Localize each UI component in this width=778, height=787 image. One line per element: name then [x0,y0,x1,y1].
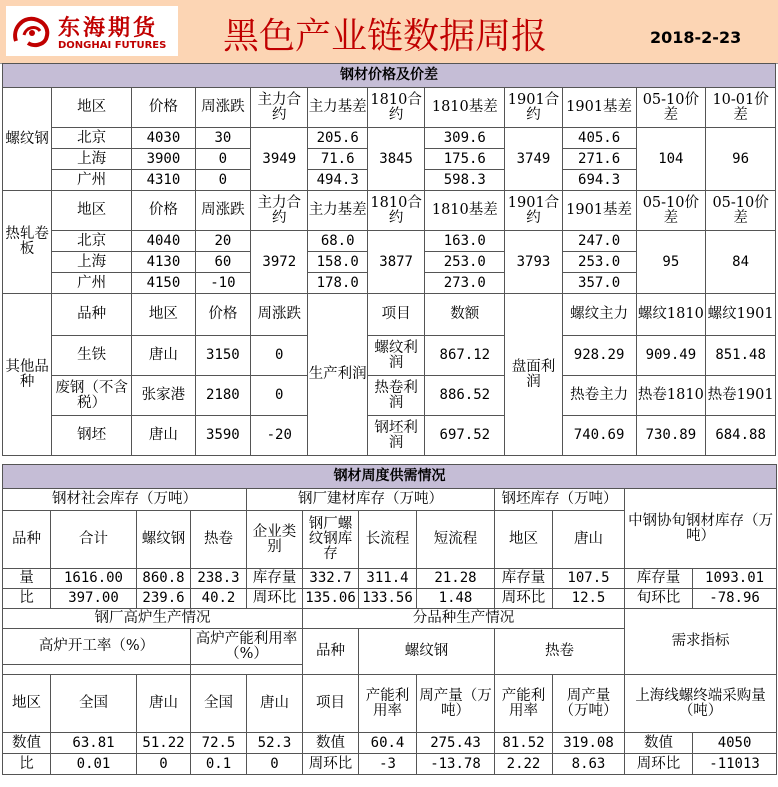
basis1810-cell: 273.0 [425,273,505,294]
value-cell: -78.96 [693,589,777,609]
value-cell: 4050 [693,733,777,754]
value-cell: 0.01 [51,754,137,775]
row-label: 库存量 [495,569,553,589]
value-cell: -3 [359,754,417,775]
cisa-inventory-title: 中钢协旬钢材库存（万吨） [625,489,777,569]
category-hrc: 热轧卷板 [3,191,52,294]
region-cell: 北京 [52,231,132,252]
basis1901-cell: 271.6 [562,149,636,170]
spread-cell: 104 [636,128,706,191]
basis1901-cell: 247.0 [562,231,636,252]
profit-item: 热卷利润 [367,376,424,416]
disk-value: 740.69 [562,416,636,456]
change-cell: 0 [195,149,250,170]
col-header: 05-10价差 [636,88,706,128]
price-cell: 4130 [132,252,196,273]
price-cell: 4310 [132,170,196,191]
col-header: 周产量（万吨） [417,675,495,733]
social-inventory-title: 钢材社会库存（万吨） [3,489,247,511]
change-cell: 60 [195,252,250,273]
price-cell: 2180 [195,376,250,416]
production-profit-label: 生产利润 [308,294,367,456]
spacer-cell [3,665,191,675]
value-cell: -11013 [693,754,777,775]
change-cell: -10 [195,273,250,294]
region-cell: 广州 [52,273,132,294]
value-cell: 1.48 [417,589,495,609]
row-label: 数值 [3,733,51,754]
disk-profit-label: 盘面利润 [505,294,562,456]
spacer-cell [191,665,303,675]
disk-value: 684.88 [706,416,776,456]
c1901-cell: 3793 [505,231,562,294]
col-header: 合计 [51,511,137,569]
value-cell: 107.5 [553,569,625,589]
demand-title: 需求指标 [625,609,777,675]
col-header: 价格 [132,191,196,231]
row-label: 周环比 [247,589,303,609]
row-label: 周环比 [303,754,359,775]
disk-header: 热卷主力 [562,376,636,416]
value-cell: 397.00 [51,589,137,609]
disk-value: 909.49 [636,336,706,376]
value-cell: 1093.01 [693,569,777,589]
col-header: 周涨跌 [251,294,308,336]
col-header: 品种 [3,511,51,569]
col-header: 10-01价差 [706,88,776,128]
c1810-cell: 3845 [367,128,424,191]
logo-chinese-text: 东海期货 [58,16,159,41]
col-header: 数额 [425,294,505,336]
value-cell: 135.06 [303,589,359,609]
section-title-supply: 钢材周度供需情况 [3,465,777,489]
main-basis-cell: 178.0 [308,273,367,294]
col-header: 项目 [303,675,359,733]
col-header: 1901基差 [562,88,636,128]
disk-value: 851.48 [706,336,776,376]
billet-inventory-title: 钢坯库存（万吨） [495,489,625,511]
disk-value: 730.89 [636,416,706,456]
col-header: 短流程 [417,511,495,569]
region-cell: 上海 [52,149,132,170]
region-cell: 唐山 [132,416,196,456]
basis1901-cell: 405.6 [562,128,636,149]
change-cell: 0 [251,376,308,416]
mill-inventory-title: 钢厂建材库存（万吨） [247,489,495,511]
value-cell: 238.3 [191,569,247,589]
row-label: 周环比 [495,589,553,609]
basis1810-cell: 253.0 [425,252,505,273]
col-header: 地区 [495,511,553,569]
value-cell: -13.78 [417,754,495,775]
value-cell: 60.4 [359,733,417,754]
col-header: 地区 [132,294,196,336]
region-cell: 唐山 [132,336,196,376]
col-header: 1810合约 [367,88,424,128]
variety-cell: 钢坯 [52,416,132,456]
change-cell: 30 [195,128,250,149]
bf-capacity-label: 高炉产能利用率（%） [191,629,303,665]
col-header: 1810基差 [425,88,505,128]
disk-value: 928.29 [562,336,636,376]
col-header: 1810基差 [425,191,505,231]
value-cell: 40.2 [191,589,247,609]
basis1810-cell: 175.6 [425,149,505,170]
col-header: 主力合约 [251,191,308,231]
company-logo [6,6,178,56]
row-label: 周环比 [625,754,693,775]
profit-item: 钢坯利润 [367,416,424,456]
variety-label: 品种 [303,629,359,675]
steel-price-table [2,63,776,456]
dragon-logo-icon [10,11,54,51]
disk-header: 螺纹1810 [636,294,706,336]
value-cell: 63.81 [51,733,137,754]
col-header: 热卷 [191,511,247,569]
col-header: 唐山 [553,511,625,569]
col-header: 1810合约 [367,191,424,231]
variety-cell: 生铁 [52,336,132,376]
col-header: 产能利用率 [359,675,417,733]
change-cell: 20 [195,231,250,252]
value-cell: 239.6 [137,589,191,609]
col-header: 全国 [51,675,137,733]
bf-rate-label: 高炉开工率（%） [3,629,191,665]
col-header: 上海线螺终端采购量（吨） [625,675,777,733]
blast-furnace-title: 钢厂高炉生产情况 [3,609,303,629]
main-basis-cell: 68.0 [308,231,367,252]
col-header: 唐山 [137,675,191,733]
price-cell: 3150 [195,336,250,376]
value-cell: 860.8 [137,569,191,589]
col-header: 周涨跌 [195,88,250,128]
report-date: 2018-2-23 [650,28,742,47]
region-cell: 张家港 [132,376,196,416]
basis1901-cell: 694.3 [562,170,636,191]
main-contract-cell: 3949 [251,128,308,191]
variety-production-title: 分品种生产情况 [303,609,625,629]
value-cell: 332.7 [303,569,359,589]
spread-cell: 95 [636,231,706,294]
category-rebar: 螺纹钢 [3,88,52,191]
basis1901-cell: 357.0 [562,273,636,294]
supply-demand-table [2,464,777,775]
price-cell: 4030 [132,128,196,149]
col-header: 钢厂螺纹钢库存 [303,511,359,569]
value-cell: 51.22 [137,733,191,754]
logo-english-text: DONGHAI FUTURES [58,40,167,51]
main-basis-cell: 205.6 [308,128,367,149]
disk-header: 热卷1901 [706,376,776,416]
col-header: 05-10价差 [706,191,776,231]
row-label: 比 [3,754,51,775]
basis1810-cell: 309.6 [425,128,505,149]
value-cell: 275.43 [417,733,495,754]
main-basis-cell: 71.6 [308,149,367,170]
row-label: 数值 [303,733,359,754]
price-cell: 3590 [195,416,250,456]
change-cell: 0 [251,336,308,376]
change-cell: 0 [195,170,250,191]
col-header: 1901合约 [505,88,562,128]
spread-cell: 84 [706,231,776,294]
col-header: 地区 [3,675,51,733]
value-cell: 311.4 [359,569,417,589]
col-header: 产能利用率 [495,675,553,733]
c1901-cell: 3749 [505,128,562,191]
col-header: 价格 [132,88,196,128]
value-cell: 0 [247,754,303,775]
col-header: 长流程 [359,511,417,569]
col-header: 价格 [195,294,250,336]
col-header: 1901合约 [505,191,562,231]
disk-header: 螺纹主力 [562,294,636,336]
profit-value: 697.52 [425,416,505,456]
main-basis-cell: 158.0 [308,252,367,273]
value-cell: 133.56 [359,589,417,609]
category-other: 其他品种 [3,294,52,456]
row-label: 数值 [625,733,693,754]
col-header: 项目 [367,294,424,336]
value-cell: 52.3 [247,733,303,754]
col-header: 1901基差 [562,191,636,231]
col-header: 周涨跌 [195,191,250,231]
disk-header: 热卷1810 [636,376,706,416]
value-cell: 1616.00 [51,569,137,589]
change-cell: -20 [251,416,308,456]
row-label: 库存量 [625,569,693,589]
col-header: 主力基差 [308,191,367,231]
col-header: 螺纹钢 [137,511,191,569]
c1810-cell: 3877 [367,231,424,294]
value-cell: 21.28 [417,569,495,589]
variety-cell: 废钢（不含税） [52,376,132,416]
price-cell: 3900 [132,149,196,170]
main-basis-cell: 494.3 [308,170,367,191]
row-label: 库存量 [247,569,303,589]
disk-header: 螺纹1901 [706,294,776,336]
col-header: 地区 [52,191,132,231]
section-title-prices: 钢材价格及价差 [3,64,776,88]
col-header: 品种 [52,294,132,336]
value-cell: 2.22 [495,754,553,775]
report-title: 黑色产业链数据周报 [222,16,547,57]
col-header: 地区 [52,88,132,128]
rebar-label: 螺纹钢 [359,629,495,675]
report-header [0,0,778,64]
col-header: 05-10价差 [636,191,706,231]
price-cell: 4040 [132,231,196,252]
price-cell: 4150 [132,273,196,294]
col-header: 主力合约 [251,88,308,128]
spread-cell: 96 [706,128,776,191]
region-cell: 上海 [52,252,132,273]
profit-value: 886.52 [425,376,505,416]
value-cell: 0 [137,754,191,775]
value-cell: 12.5 [553,589,625,609]
main-contract-cell: 3972 [251,231,308,294]
row-label: 量 [3,569,51,589]
row-label: 比 [3,589,51,609]
profit-item: 螺纹利润 [367,336,424,376]
value-cell: 81.52 [495,733,553,754]
basis1810-cell: 598.3 [425,170,505,191]
basis1810-cell: 163.0 [425,231,505,252]
value-cell: 319.08 [553,733,625,754]
value-cell: 8.63 [553,754,625,775]
row-label: 旬环比 [625,589,693,609]
hrc-label: 热卷 [495,629,625,675]
col-header: 主力基差 [308,88,367,128]
col-header: 周产量（万吨） [553,675,625,733]
value-cell: 0.1 [191,754,247,775]
region-cell: 广州 [52,170,132,191]
basis1901-cell: 253.0 [562,252,636,273]
value-cell: 72.5 [191,733,247,754]
col-header: 企业类别 [247,511,303,569]
profit-value: 867.12 [425,336,505,376]
col-header: 全国 [191,675,247,733]
region-cell: 北京 [52,128,132,149]
col-header: 唐山 [247,675,303,733]
